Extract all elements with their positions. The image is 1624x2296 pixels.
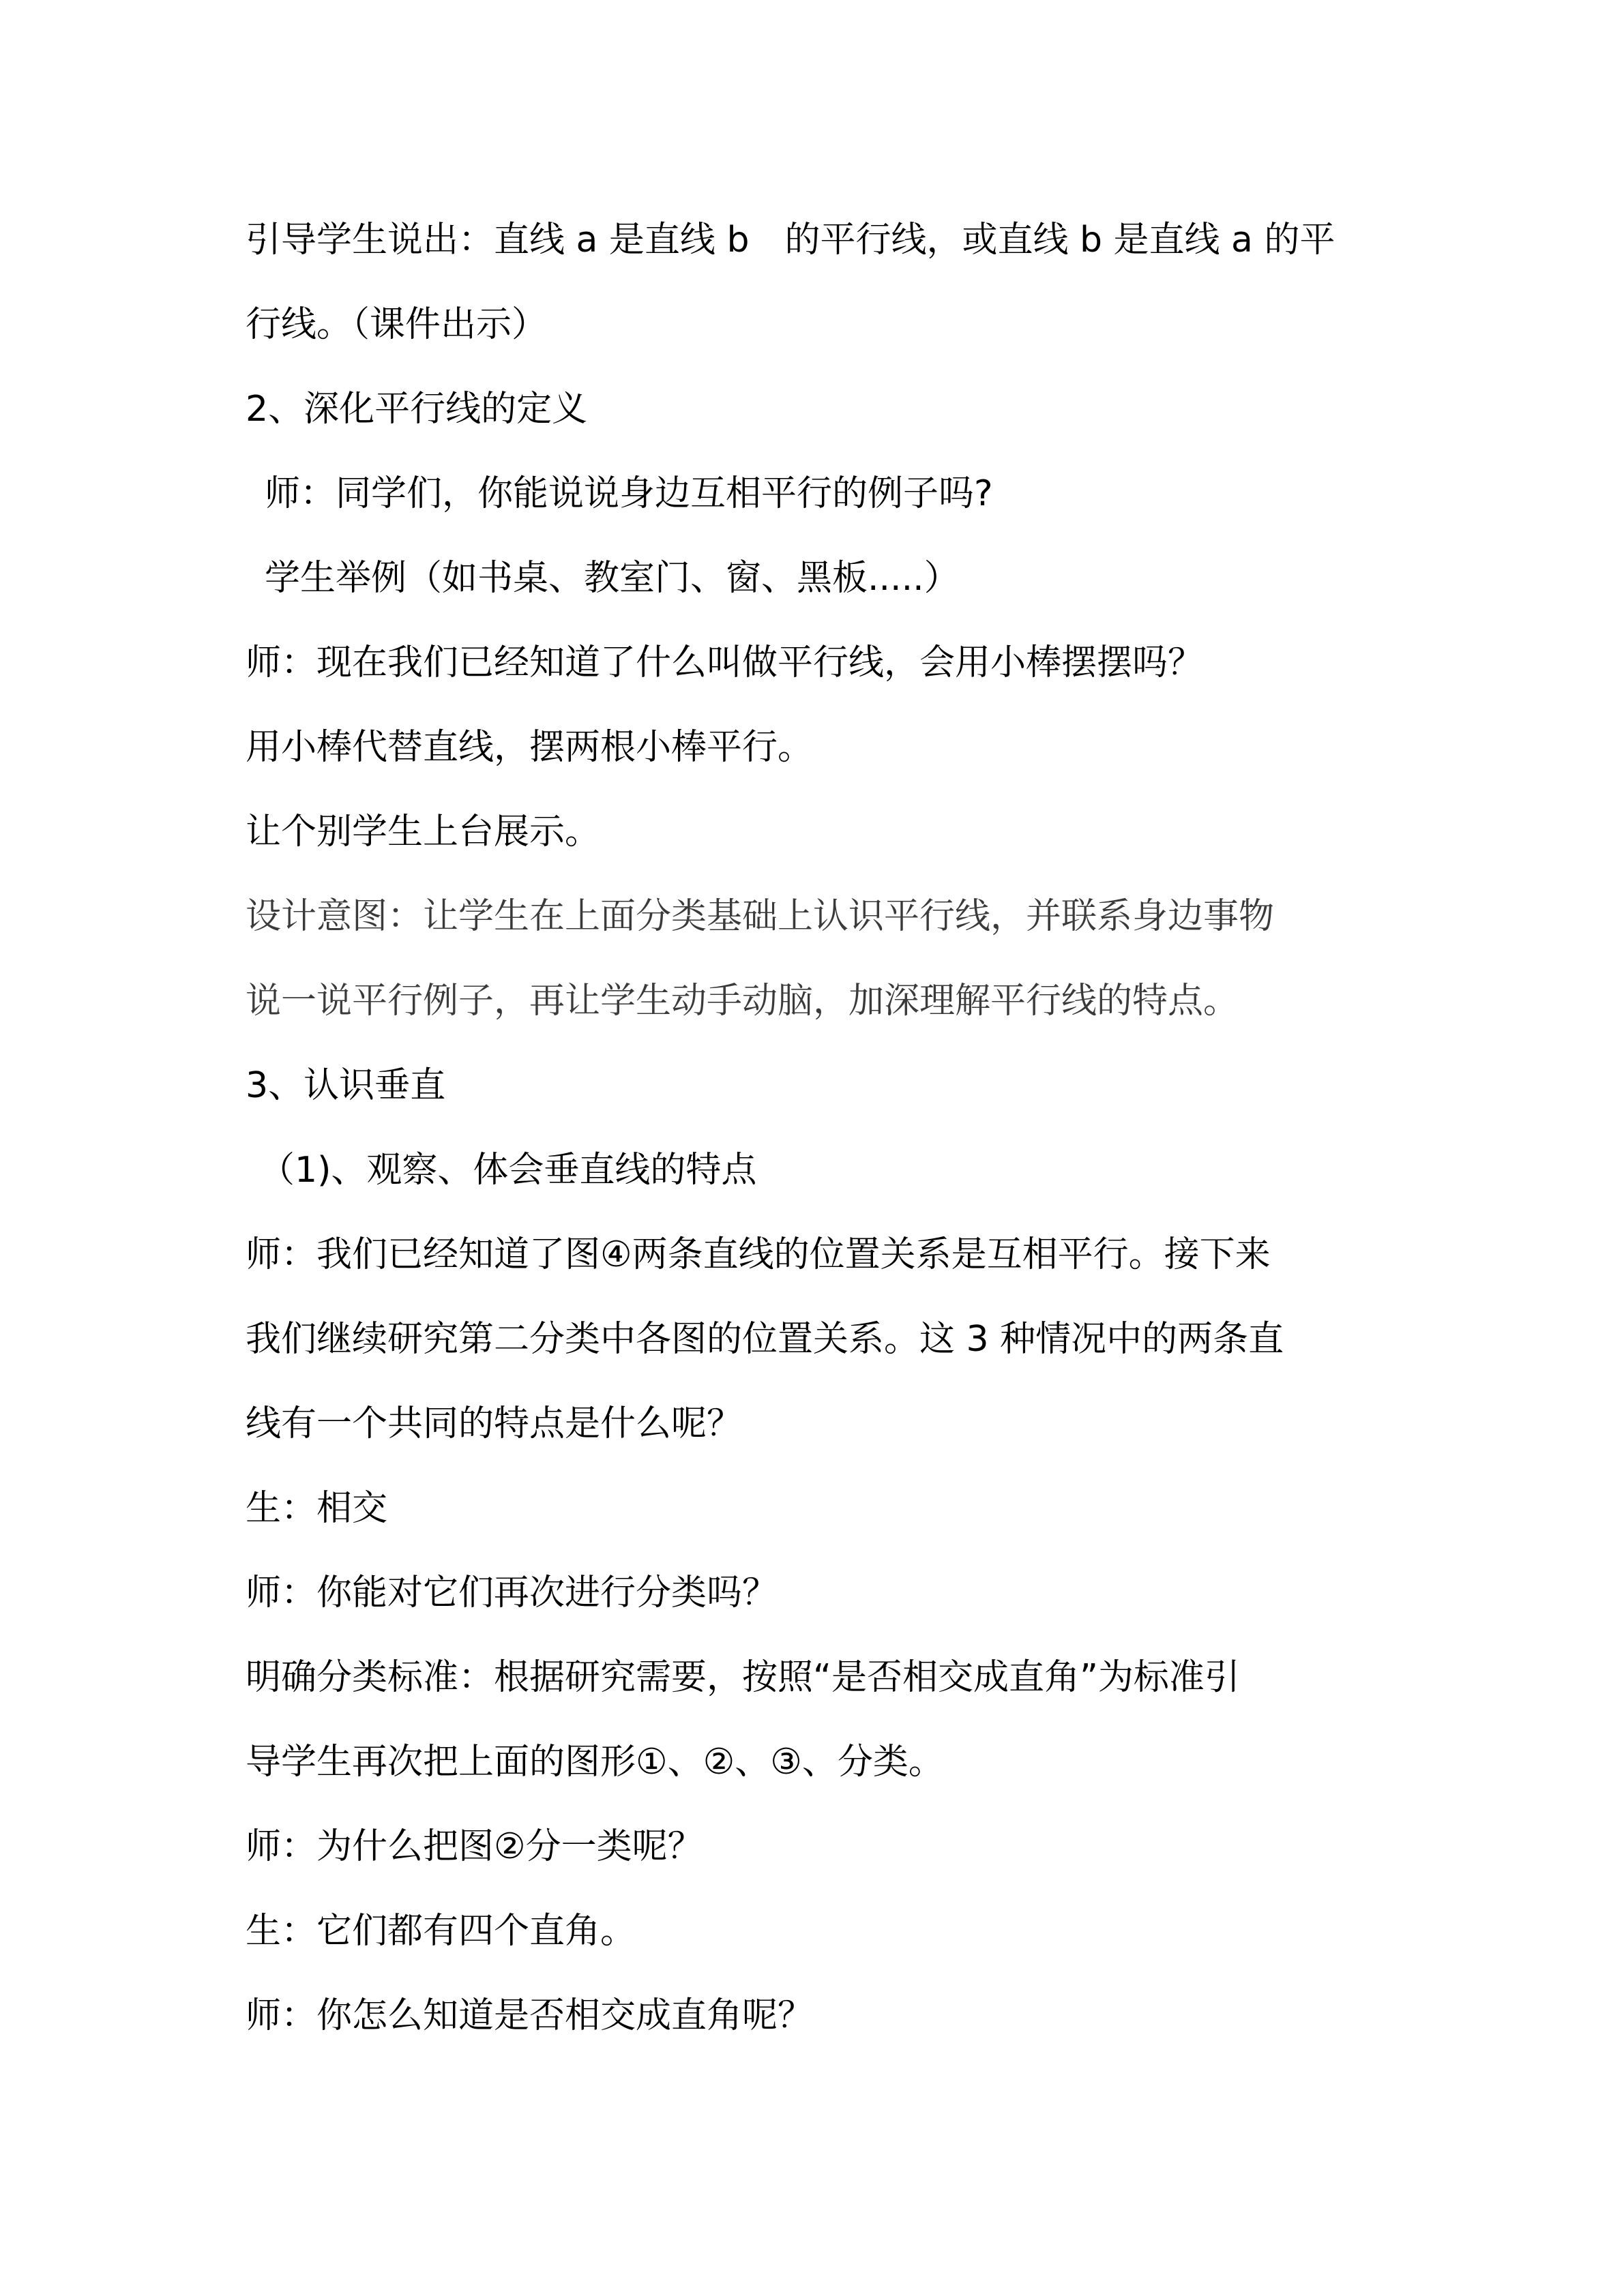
teacher-question-line-4: 师：你怎么知道是否相交成直角呢？ (246, 1995, 814, 2036)
instruction-line-2: 让个别学生上台展示。 (246, 811, 601, 852)
student-answer-line-1: 生：相交 (246, 1488, 388, 1529)
teacher-prompt-line: 师：现在我们已经知道了什么叫做平行线，会用小棒摆摆吗？ (246, 642, 1204, 683)
teacher-line-3: 线有一个共同的特点是什么呢？ (246, 1403, 743, 1444)
section-heading-3: 3、认识垂直 (246, 1065, 446, 1106)
design-intent-line-1: 设计意图：让学生在上面分类基础上认识平行线，并联系身边事物 (246, 896, 1275, 937)
paragraph-line-1: 引导学生说出：直线 a 是直线 b 的平行线，或直线 b 是直线 a 的平 (246, 220, 1335, 260)
teacher-question-line: 师：同学们，你能说说身边互相平行的例子吗? (265, 473, 993, 514)
teacher-line-2: 我们继续研究第二分类中各图的位置关系。这 3 种情况中的两条直 (246, 1319, 1284, 1360)
section-heading-2: 2、深化平行线的定义 (246, 389, 588, 430)
subsection-heading-1: （1)、观察、体会垂直线的特点 (259, 1150, 757, 1191)
classification-line-2: 导学生再次把上面的图形①、②、③、分类。 (246, 1742, 944, 1783)
student-answer-line-2: 生：它们都有四个直角。 (246, 1911, 636, 1952)
design-intent-line-2: 说一说平行例子，再让学生动手动脑，加深理解平行线的特点。 (246, 981, 1239, 1022)
student-examples-line: 学生举例（如书桌、教室门、窗、黑板.....） (265, 558, 960, 599)
teacher-question-line-2: 师：你能对它们再次进行分类吗？ (246, 1572, 778, 1613)
classification-line-1: 明确分类标准：根据研究需要，按照“是否相交成直角”为标准引 (246, 1657, 1240, 1698)
paragraph-line-2: 行线。（课件出示） (246, 304, 548, 345)
teacher-question-line-3: 师：为什么把图②分一类呢？ (246, 1826, 703, 1867)
teacher-line-1: 师：我们已经知道了图④两条直线的位置关系是互相平行。接下来 (246, 1234, 1271, 1275)
instruction-line: 用小棒代替直线，摆两根小棒平行。 (246, 727, 814, 768)
